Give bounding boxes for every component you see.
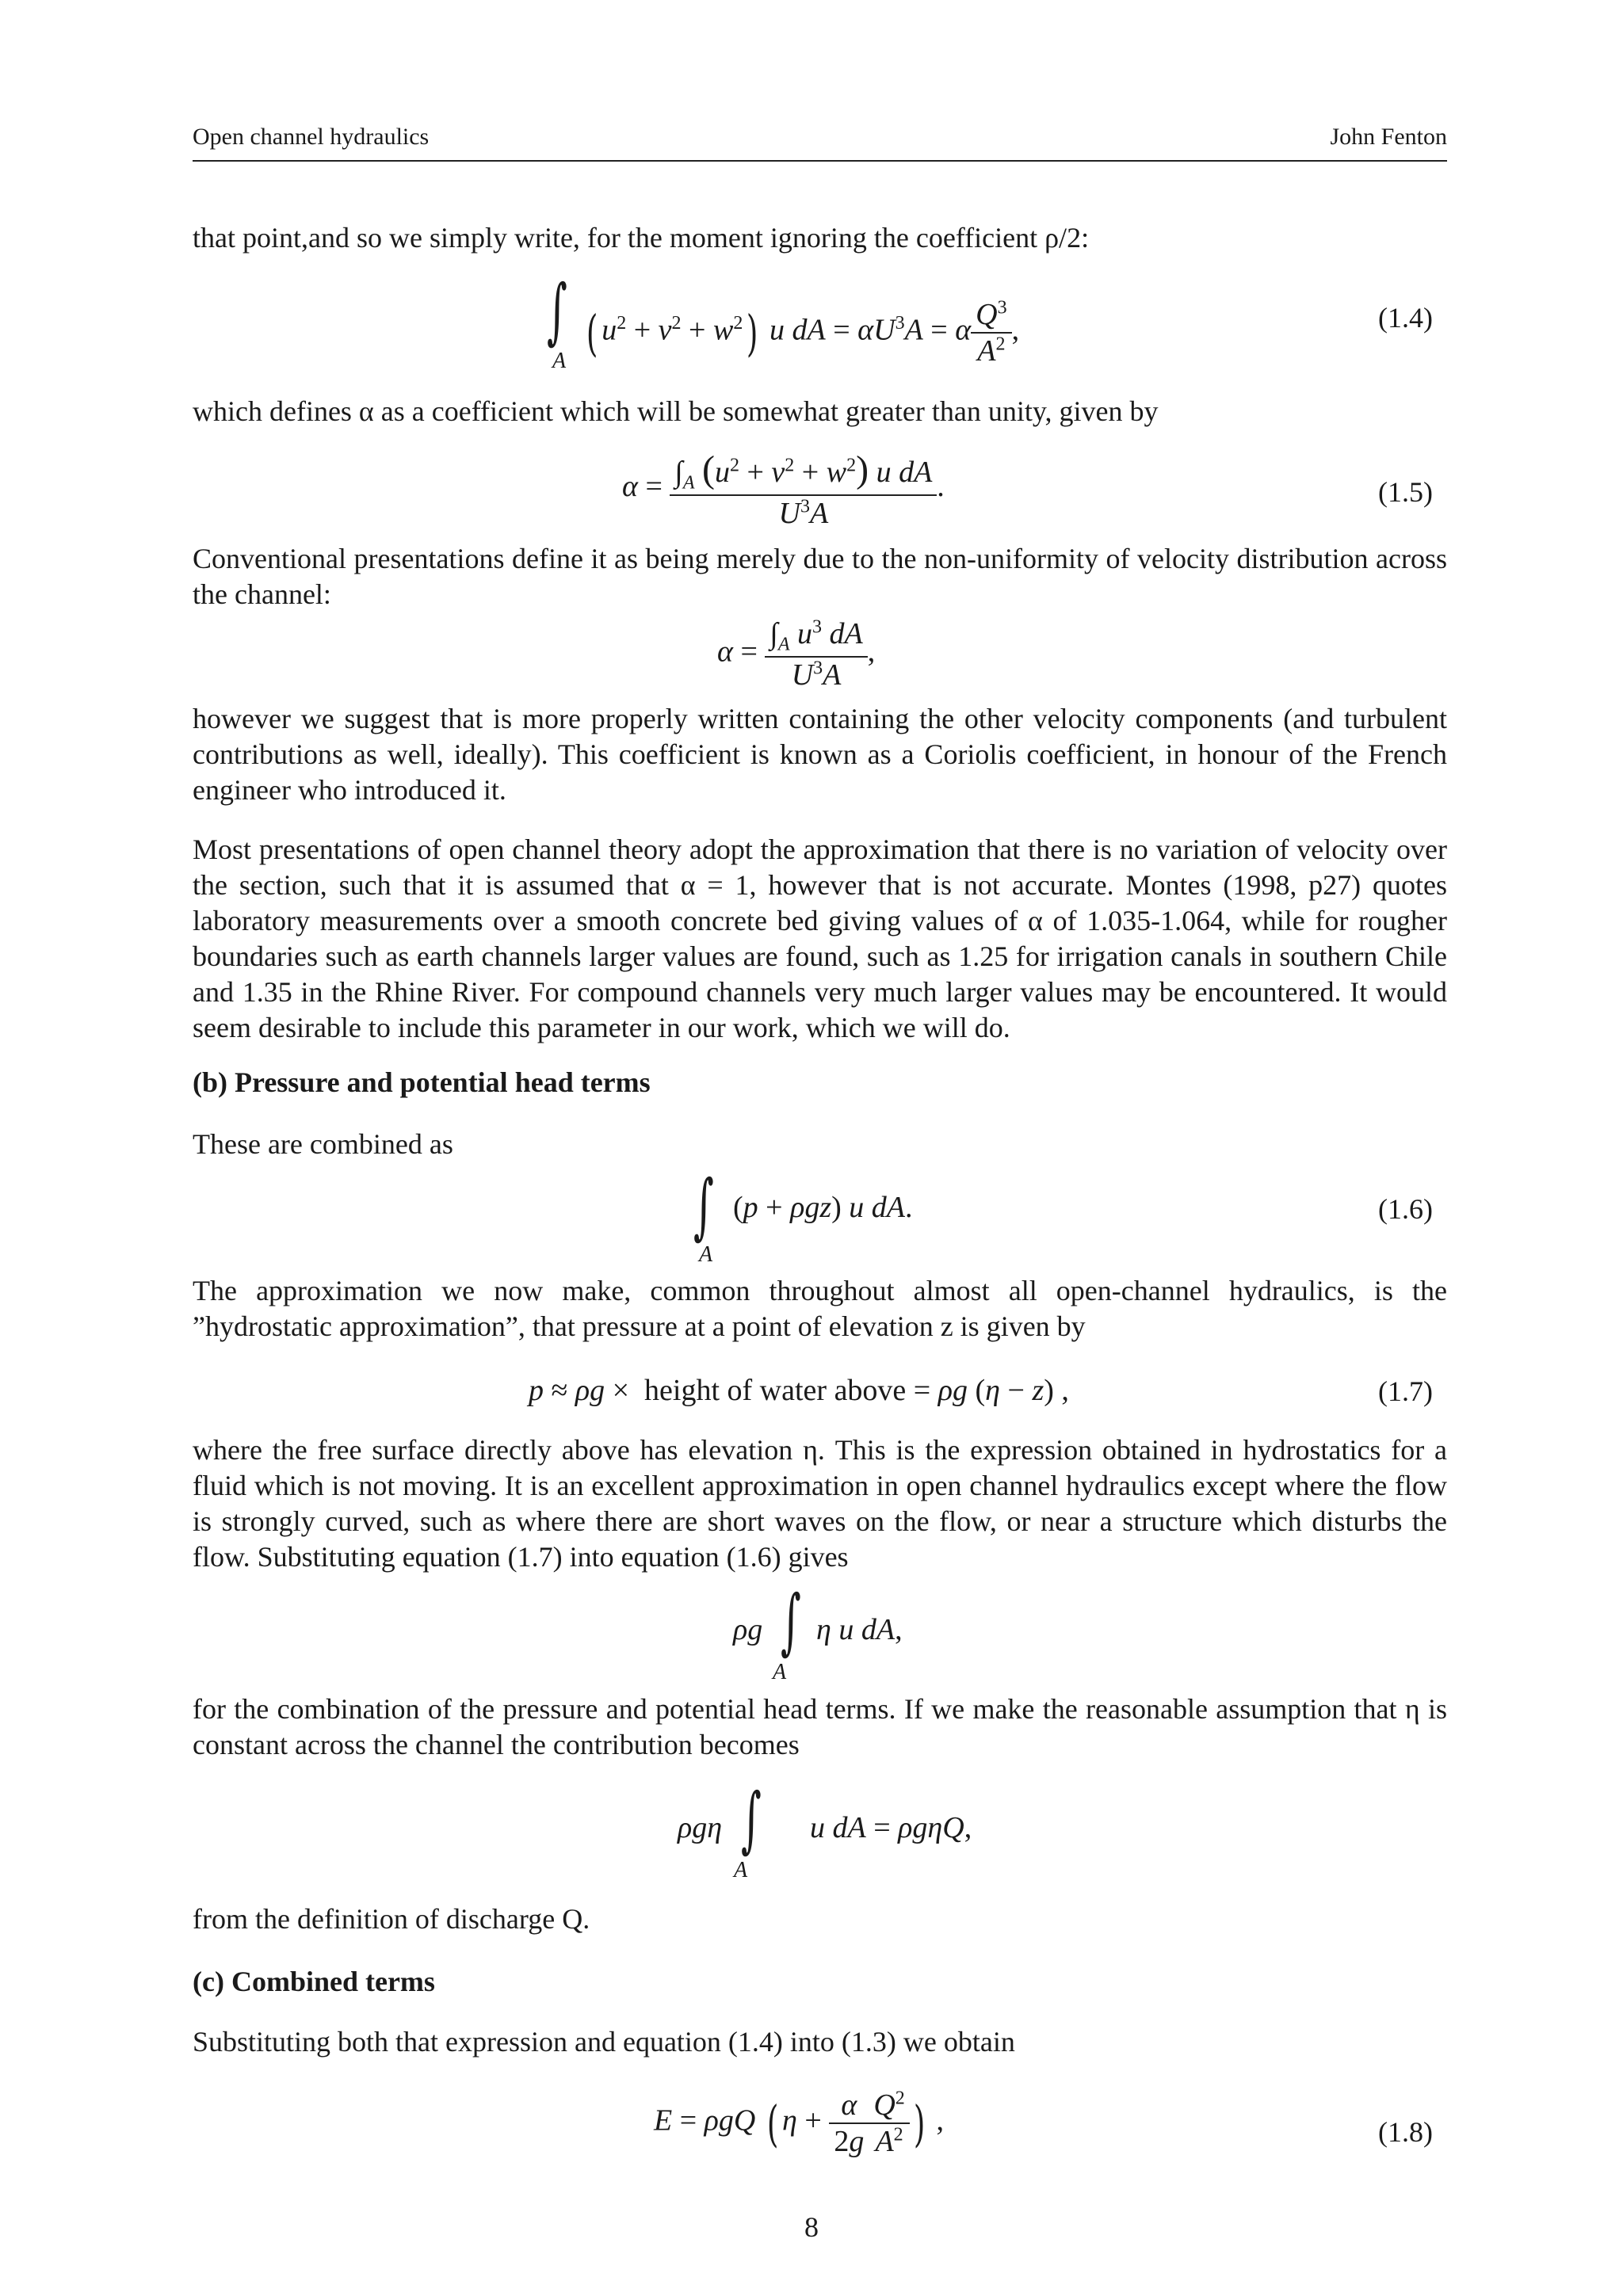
paragraph-4: however we suggest that is more properly written containing the other velocity components (and turbulent contributions as well, ideally). This coefficient is known as a Coriolis coefficient, in honour of the French engineer who introduced it. xyxy=(193,703,1447,806)
paragraph-11: Substituting both that expression and equation (1.4) into (1.3) we obtain xyxy=(193,2026,1015,2058)
page-number: 8 xyxy=(804,2211,819,2243)
header-right: John Fenton xyxy=(1330,124,1447,150)
paragraph-3: Conventional presentations define it as being merely due to the non-uniformity of velocity distribution across the channel: xyxy=(193,543,1447,610)
header-left: Open channel hydraulics xyxy=(193,124,430,150)
paragraph-5: Most presentations of open channel theory adopt the approximation that there is no variation of velocity over the section, such that it is assumed that α = 1, however that is not accurate. Montes (1998, p27) quotes laboratory measurements over a smooth concrete bed giving values of α of 1.035-1.064, while for rougher boundaries such as earth channels larger values are found, such as 1.25 for irrigation canals in southern Chile and 1.35 in the Rhine River. For compound channels very much larger values may be encountered. It would seem desirable to include this parameter in our work, which we will do. xyxy=(193,833,1447,1043)
paragraph-7: The approximation we now make, common throughout almost all open-channel hydraulics, is the ”hydrostatic approximation”, that pressure at a point of elevation z is given by xyxy=(193,1275,1447,1342)
equation-number: (1.5) xyxy=(1378,476,1433,508)
paragraph-10: from the definition of discharge Q. xyxy=(193,1903,590,1935)
equation-number: (1.8) xyxy=(1378,2116,1433,2148)
heading-c: (c) Combined terms xyxy=(193,1966,435,1997)
paragraph-1: that point,and so we simply write, for the moment ignoring the coefficient ρ/2: xyxy=(193,222,1090,254)
paragraph-9: for the combination of the pressure and potential head terms. If we make the reasonable assumption that η is constant across the channel the contribution becomes xyxy=(193,1693,1447,1760)
equation-alpha-uniform: α = $\frac{\int_A u^3 dA}{U^3A}$ , xyxy=(717,616,876,692)
equation-number: (1.7) xyxy=(1378,1375,1433,1407)
paragraph-2: which defines α as a coefficient which will be somewhat greater than unity, given by xyxy=(193,395,1159,427)
equation-number: (1.6) xyxy=(1378,1193,1433,1225)
paragraph-8: where the free surface directly above has elevation η. This is the expression obtained in hydrostatics for a fluid which is not moving. It is an excellent approximation in open channel hydraulics except where the flow is strongly curved, such as where there are short waves on the flow, or near a structure which disturbs the flow. Substituting equation (1.7) into equation (1.6) gives xyxy=(193,1434,1447,1573)
header-rule xyxy=(193,160,1447,162)
equation-number: (1.4) xyxy=(1378,302,1433,334)
heading-b: (b) Pressure and potential head terms xyxy=(193,1066,651,1098)
paragraph-6: These are combined as xyxy=(193,1128,453,1160)
